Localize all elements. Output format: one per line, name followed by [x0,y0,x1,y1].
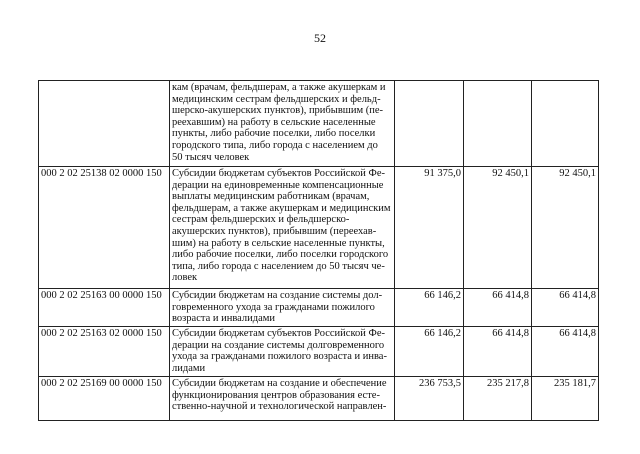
description-line: функционирования центров образования есте- [172,389,380,401]
description-line: сестрам фельдшерских и фельдшерско- [172,214,350,226]
value-cell-1 [395,81,464,167]
description-cell [170,167,395,289]
description-cell [170,81,395,167]
description-line: типа, либо города с населением до 50 тысяч че- [172,260,385,272]
value-cell-2: 92 450,1 [464,167,532,289]
description-line: шим) на работу в сельские населенные пункты, [172,237,385,249]
value-cell-1: 66 146,2 [395,289,464,327]
description-line: городского типа, либо города с населением до [172,139,378,151]
description-line: Субсидии бюджетам на создание системы дол- [172,290,383,301]
description-cell [170,327,395,377]
description-line: Субсидии бюджетам субъектов Российской Фе- [172,168,385,179]
budget-code-cell: 000 2 02 25138 02 0000 150 [39,167,170,289]
value-cell-2 [464,81,532,167]
description-line: реехавшим) на работу в сельские населенные [172,116,376,128]
value-cell-3: 66 414,8 [532,327,599,377]
value-cell-3: 235 181,7 [532,377,599,421]
description-line: медицинским сестрам фельдшерских и фельд- [172,93,381,105]
description-line: 50 тысяч человек [172,151,250,163]
description-line: ухода за гражданами пожилого возраста и инва- [172,351,387,363]
table-row [39,327,599,377]
value-cell-1: 236 753,5 [395,377,464,421]
description-line: кам (врачам, фельдшерам, а также акушеркам и [172,82,386,93]
description-line: ственно-научной и технологической направлен- [172,401,387,413]
description-line: лидами [172,362,206,374]
description-cell [170,377,395,421]
value-cell-2: 66 414,8 [464,327,532,377]
description-line: фельдшерам, а также акушеркам и медицинским [172,202,391,214]
value-cell-2: 235 217,8 [464,377,532,421]
description-line: ловек [172,272,198,284]
description-line: говременного ухода за гражданами пожилого [172,301,375,313]
value-cell-3: 66 414,8 [532,289,599,327]
table-row [39,81,599,167]
table-row [39,289,599,327]
table-row [39,167,599,289]
budget-table [38,80,599,421]
description-line: Субсидии бюджетам субъектов Российской Фе- [172,328,385,339]
description-line: пункты, либо рабочие поселки, либо поселки [172,128,376,140]
budget-code-cell: 000 2 02 25163 00 0000 150 [39,289,170,327]
budget-code-cell: 000 2 02 25169 00 0000 150 [39,377,170,421]
description-line: возраста и инвалидами [172,313,276,325]
description-line: Субсидии бюджетам на создание и обеспечение [172,378,387,389]
value-cell-3 [532,81,599,167]
budget-code-cell [39,81,170,167]
description-cell [170,289,395,327]
value-cell-1: 91 375,0 [395,167,464,289]
value-cell-2: 66 414,8 [464,289,532,327]
value-cell-1: 66 146,2 [395,327,464,377]
description-line: дерации на создание системы долговременного [172,339,385,351]
page-number: 52 [314,31,326,45]
value-cell-3: 92 450,1 [532,167,599,289]
description-line: акушерских пунктов), прибывшим (переехав- [172,225,377,237]
description-line: выплаты медицинским работникам (врачам, [172,191,370,203]
budget-code-cell: 000 2 02 25163 02 0000 150 [39,327,170,377]
description-line: шерско-акушерских пунктов), прибывшим (пе- [172,105,384,117]
description-line: дерации на единовременные компенсационные [172,179,384,191]
table-row [39,377,599,421]
description-line: либо рабочие поселки, либо поселки городского [172,249,389,261]
